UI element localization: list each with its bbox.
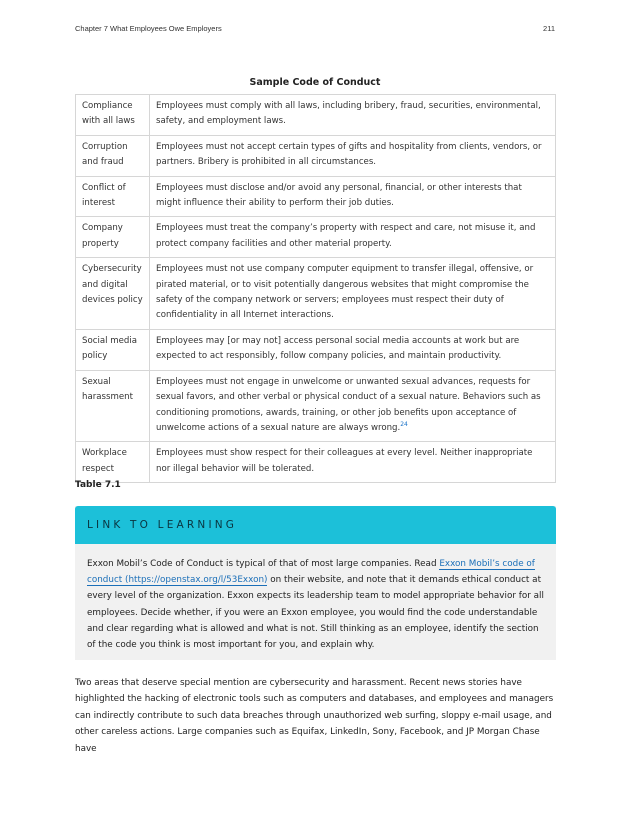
row-topic: Corruption and fraud: [76, 135, 150, 176]
table-row: [76, 258, 556, 330]
link-to-learning-box: [75, 506, 556, 660]
row-description: [150, 370, 556, 442]
row-topic: Cybersecurity and digital devices policy: [76, 258, 150, 330]
row-topic: Sexual harassment: [76, 370, 150, 442]
table-row: [76, 329, 556, 370]
table-caption: Table 7.1: [75, 480, 121, 490]
table-row: [76, 176, 556, 217]
table-row: [76, 135, 556, 176]
feature-text-before: Exxon Mobil’s Code of Conduct is typical of that of most large companies. Read: [87, 559, 440, 569]
row-description: Employees must not accept certain types of gifts and hospitality from clients, vendors, or partners. Bribery is prohibited in all circumstances.: [150, 135, 556, 176]
row-topic: Compliance with all laws: [76, 95, 150, 136]
footnote-link[interactable]: 24: [400, 421, 408, 429]
exxon-code-link[interactable]: Exxon Mobil’s code of conduct (https://openstax.org/l/53Exxon): [87, 559, 535, 586]
table-row: [76, 217, 556, 258]
page-number: 211: [543, 24, 555, 33]
body-paragraph: Two areas that deserve special mention are cybersecurity and harassment. Recent news stories have highlighted the hacking of electronic tools such as computers and databases, and employees and managers can indirectly contribute to such data breaches through unauthorized web surfing, sloppy e-mail usage, and other careless actions. Large companies such as Equifax, LinkedIn, Sony, Facebook, and JP Morgan Chase have: [75, 678, 554, 754]
table-row: [76, 442, 556, 483]
row-topic: Social media policy: [76, 329, 150, 370]
row-description: Employees must comply with all laws, including bribery, fraud, securities, environmental, safety, and employment laws.: [150, 95, 556, 136]
table-row: [76, 95, 556, 136]
row-description: Employees must disclose and/or avoid any personal, financial, or other interests that might influence their ability to perform their job duties.: [150, 176, 556, 217]
row-description-text: Employees must not engage in unwelcome or unwanted sexual advances, requests for sexual favors, and other verbal or physical conduct of a sexual nature. Behaviors such as conditioning promotions, awards, training, or other job benefits upon acceptance of unwelcome actions of a sexual nature are always wrong.: [156, 376, 541, 433]
row-description: Employees must treat the company’s property with respect and care, not misuse it, and protect company facilities and other material property.: [150, 217, 556, 258]
table-row: [76, 370, 556, 442]
row-description: Employees may [or may not] access personal social media accounts at work but are expected to act responsibly, follow company policies, and maintain productivity.: [150, 329, 556, 370]
table-title: Sample Code of Conduct: [249, 77, 381, 88]
row-description: Employees must not use company computer equipment to transfer illegal, offensive, or pirated material, or to visit potentially dangerous websites that might compromise the safety of the company network or servers; employees must respect their duty of confidentiality in all Internet interactions.: [150, 258, 556, 330]
chapter-title: Chapter 7 What Employees Owe Employers: [75, 24, 222, 33]
feature-header: LINK TO LEARNING: [75, 506, 556, 544]
code-of-conduct-table: [75, 94, 556, 483]
running-header: [75, 24, 555, 36]
row-topic: Conflict of interest: [76, 176, 150, 217]
row-topic: Workplace respect: [76, 442, 150, 483]
row-description: Employees must show respect for their colleagues at every level. Neither inappropriate nor illegal behavior will be tolerated.: [150, 442, 556, 483]
feature-text-after: on their website, and note that it demands ethical conduct at every level of the organization. Exxon expects its leadership team to model appropriate behavior for all employees. Decide whether, if you were an Exxon employee, you would find the code understandable and clear regarding what is allowed and what is not. Still thinking as an employee, identify the section of the code you think is most important for you, and explain why.: [87, 575, 544, 651]
feature-body: [75, 544, 556, 653]
row-topic: Company property: [76, 217, 150, 258]
